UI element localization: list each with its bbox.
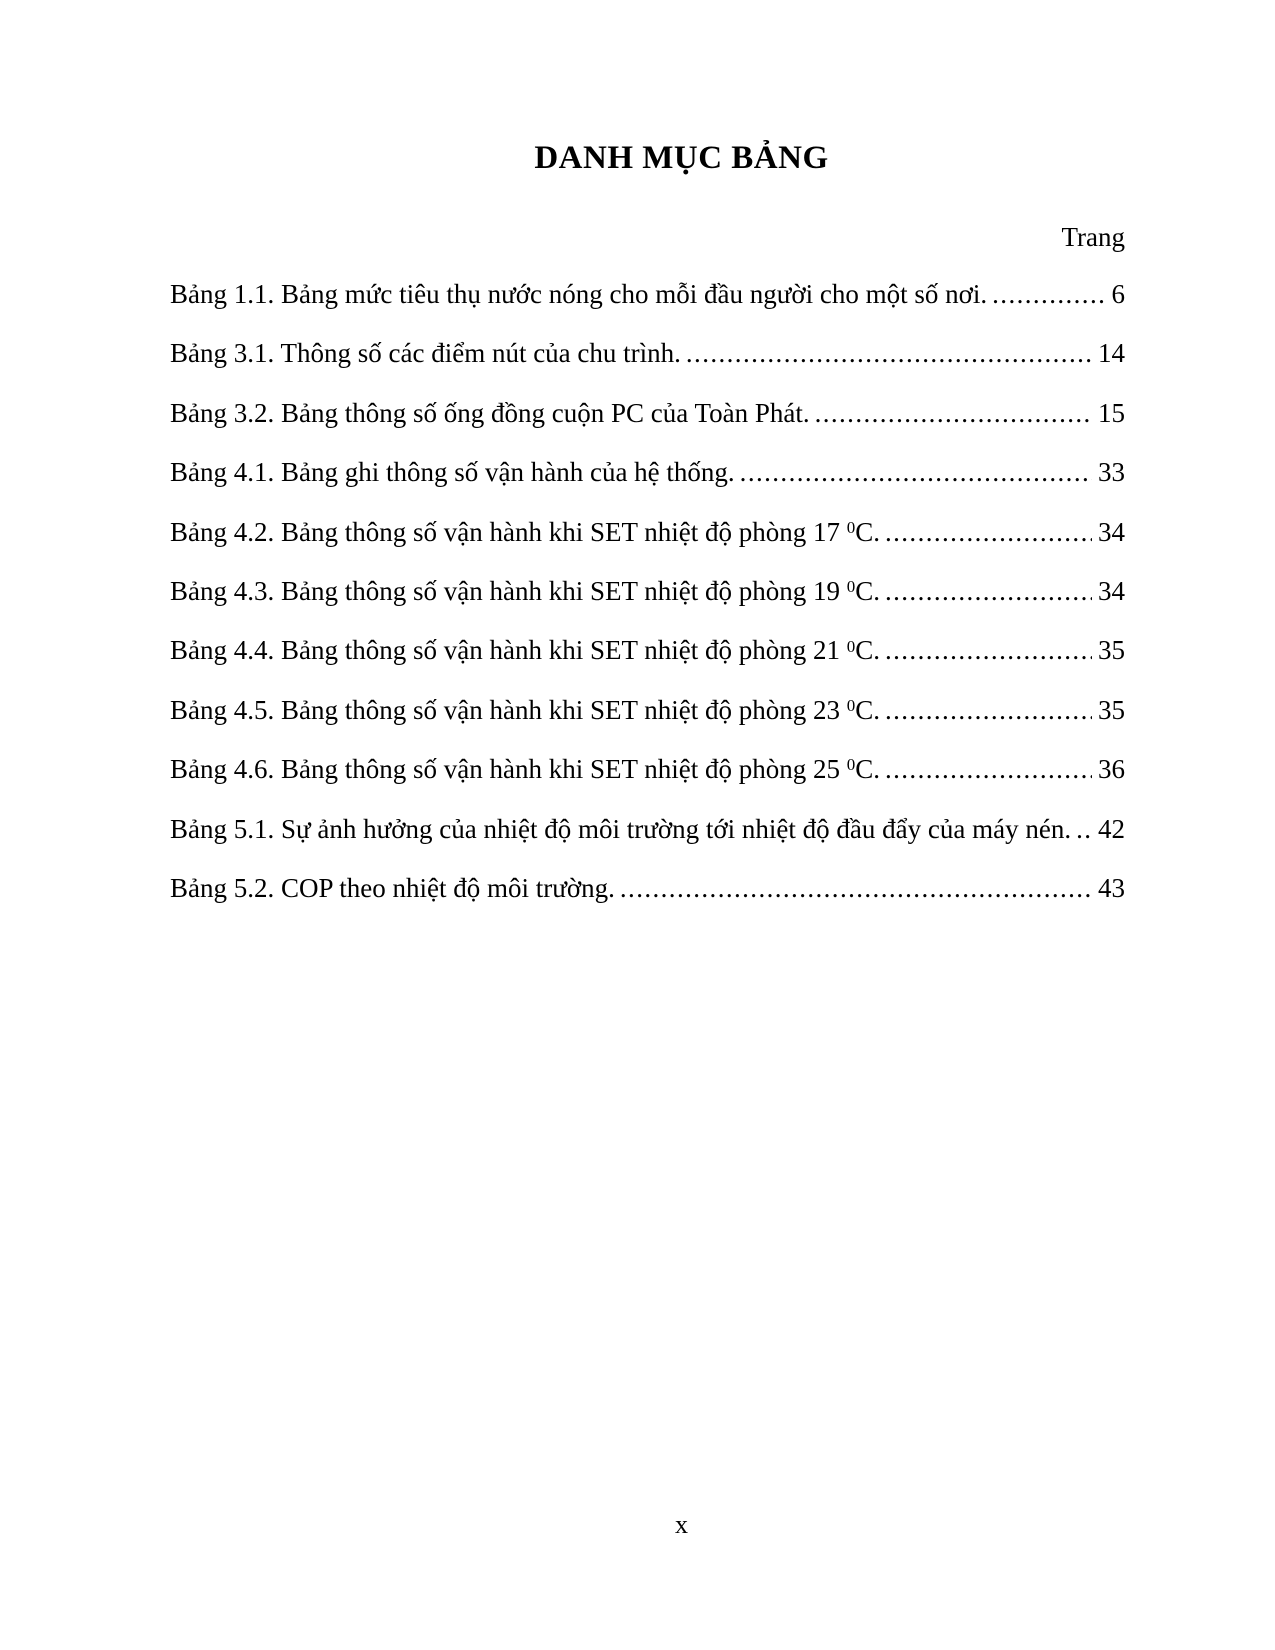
dot-leader bbox=[740, 457, 1092, 487]
dot-leader bbox=[1076, 814, 1092, 844]
toc-entry-page-number: 34 bbox=[1098, 575, 1125, 606]
toc-entry-label: Bảng 4.2. Bảng thông số vận hành khi SET nhiệt độ phòng 17 $^0$C. bbox=[170, 516, 880, 547]
superscript-degree-zero: 0 bbox=[846, 696, 856, 716]
dot-leader bbox=[620, 873, 1092, 903]
list-of-tables bbox=[170, 265, 1125, 918]
dot-leader bbox=[885, 635, 1092, 665]
dot-leader bbox=[885, 695, 1092, 725]
toc-entry-label: Bảng 4.4. Bảng thông số vận hành khi SET nhiệt độ phòng 21 $^0$C. bbox=[170, 635, 880, 666]
toc-entry bbox=[170, 800, 1125, 859]
toc-entry-label: Bảng 4.3. Bảng thông số vận hành khi SET nhiệt độ phòng 19 $^0$C. bbox=[170, 575, 880, 606]
toc-entry bbox=[170, 562, 1125, 621]
page-column-header: Trang bbox=[1061, 222, 1125, 252]
toc-entry-label: Bảng 4.5. Bảng thông số vận hành khi SET nhiệt độ phòng 23 $^0$C. bbox=[170, 694, 880, 725]
toc-entry bbox=[170, 859, 1125, 918]
toc-entry-page-number: 35 bbox=[1098, 694, 1125, 725]
dot-leader bbox=[885, 754, 1092, 784]
toc-entry bbox=[170, 740, 1125, 799]
superscript-degree-zero: 0 bbox=[846, 636, 856, 656]
toc-entry bbox=[170, 384, 1125, 443]
toc-entry bbox=[170, 681, 1125, 740]
toc-entry-page-number: 35 bbox=[1098, 635, 1125, 666]
dot-leader bbox=[992, 279, 1105, 309]
toc-entry-label: Bảng 3.2. Bảng thông số ống đồng cuộn PC của Toàn Phát. bbox=[170, 397, 810, 428]
toc-entry-page-number: 14 bbox=[1098, 338, 1125, 369]
toc-entry-label: Bảng 4.1. Bảng ghi thông số vận hành của hệ thống. bbox=[170, 457, 735, 488]
toc-entry bbox=[170, 324, 1125, 383]
superscript-degree-zero: 0 bbox=[846, 577, 856, 597]
dot-leader bbox=[686, 338, 1092, 368]
toc-entry bbox=[170, 621, 1125, 680]
toc-entry-label: Bảng 1.1. Bảng mức tiêu thụ nước nóng cho mỗi đầu người cho một số nơi. bbox=[170, 279, 988, 309]
toc-entry-page-number: 43 bbox=[1098, 872, 1125, 903]
toc-entry-label: Bảng 4.6. Bảng thông số vận hành khi SET nhiệt độ phòng 25 $^0$C. bbox=[170, 754, 880, 785]
toc-entry-label: Bảng 5.2. COP theo nhiệt độ môi trường. bbox=[170, 872, 615, 903]
superscript-degree-zero: 0 bbox=[846, 755, 856, 775]
toc-entry bbox=[170, 265, 1125, 324]
toc-entry-page-number: 36 bbox=[1098, 754, 1125, 785]
toc-entry bbox=[170, 503, 1125, 562]
toc-entry-page-number: 15 bbox=[1098, 397, 1125, 428]
toc-entry-page-number: 6 bbox=[1111, 279, 1125, 309]
dot-leader bbox=[815, 398, 1092, 428]
toc-entry-label: Bảng 5.1. Sự ảnh hưởng của nhiệt độ môi trường tới nhiệt độ đầu đẩy của máy nén. bbox=[170, 813, 1072, 844]
toc-entry-page-number: 33 bbox=[1098, 457, 1125, 488]
toc-entry-page-number: 42 bbox=[1098, 813, 1125, 844]
toc-entry bbox=[170, 443, 1125, 502]
toc-entry-page-number: 34 bbox=[1098, 516, 1125, 547]
dot-leader bbox=[885, 576, 1092, 606]
superscript-degree-zero: 0 bbox=[846, 517, 856, 537]
page-title: DANH MỤC BẢNG bbox=[534, 140, 829, 176]
dot-leader bbox=[885, 517, 1092, 547]
footer-page-number: x bbox=[675, 1510, 688, 1539]
toc-entry-label: Bảng 3.1. Thông số các điểm nút của chu trình. bbox=[170, 338, 681, 369]
